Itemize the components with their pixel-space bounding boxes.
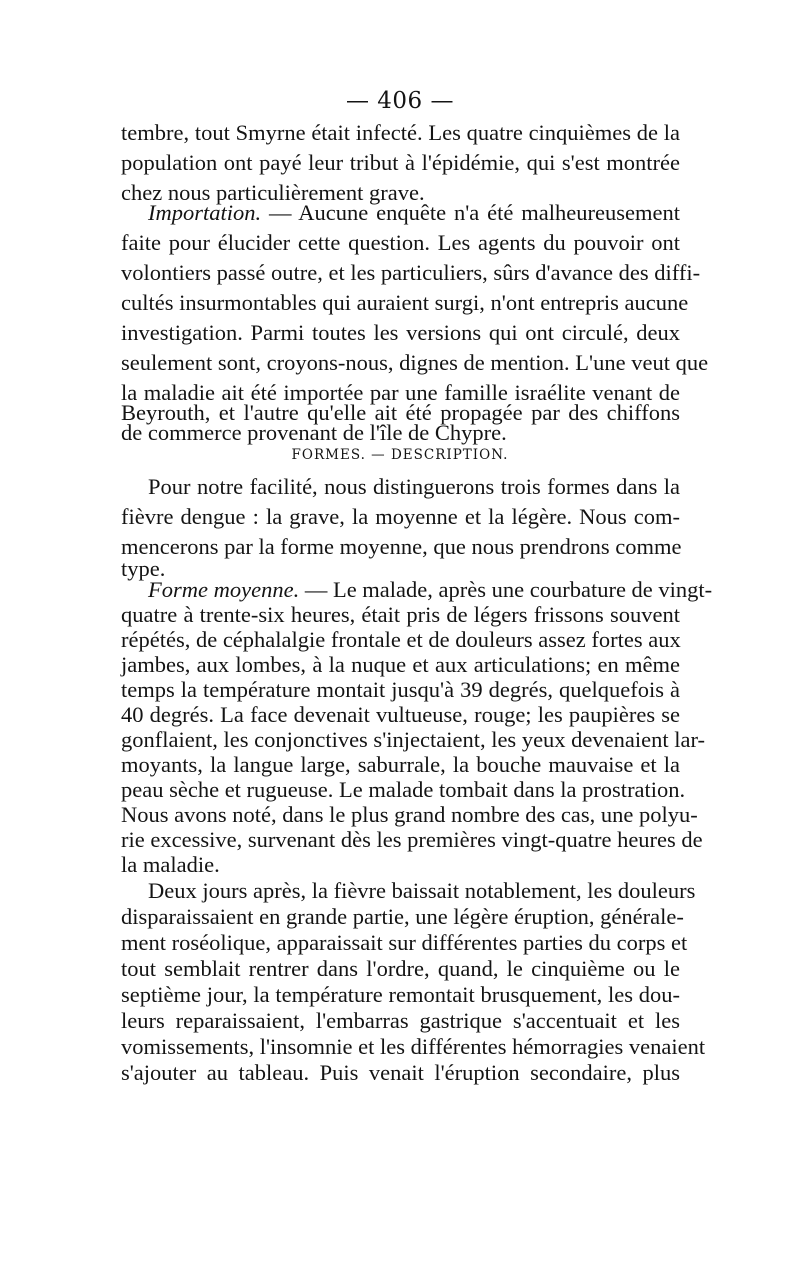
text-line: chez nous particulièrement grave. [121, 180, 425, 205]
text-line: investigation. Parmi toutes les versions qui ont circulé, deux [121, 320, 680, 345]
text-line: tout semblait rentrer dans l'ordre, quand, le cinquième ou le [121, 956, 680, 981]
text-line: Forme moyenne. — Le malade, après une courbature de vingt- [148, 577, 713, 602]
text-line: disparaissaient en grande partie, une légère éruption, générale- [121, 904, 684, 929]
page-number: — 406 — [345, 88, 455, 114]
text-line: tembre, tout Smyrne était infecté. Les quatre cinquièmes de la [121, 120, 680, 145]
section-heading: FORMES. — DESCRIPTION. [291, 447, 509, 463]
text-line: volontiers passé outre, et les particuliers, sûrs d'avance des diffi- [121, 260, 701, 285]
paragraph-lead: Forme moyenne. [148, 577, 300, 602]
text-line: Pour notre facilité, nous distinguerons trois formes dans la [148, 474, 680, 499]
text-line: la maladie. [121, 852, 220, 877]
text-line: leurs reparaissaient, l'embarras gastrique s'accentuait et les [121, 1008, 680, 1033]
text-line: mencerons par la forme moyenne, que nous prendrons comme [121, 534, 682, 559]
text-line: 40 degrés. La face devenait vultueuse, rouge; les paupières se [121, 702, 680, 727]
text-line: répétés, de céphalalgie frontale et de douleurs assez fortes aux [121, 627, 681, 652]
paragraph-lead: Importation. [148, 200, 262, 225]
text-line: Deux jours après, la fièvre baissait notablement, les douleurs [148, 878, 696, 903]
text-line: ment roséolique, apparaissait sur différentes parties du corps et [121, 930, 688, 955]
text-line: cultés insurmontables qui auraient surgi, n'ont entrepris aucune [121, 290, 689, 315]
text-line: jambes, aux lombes, à la nuque et aux articulations; en même [121, 652, 680, 677]
text-line: s'ajouter au tableau. Puis venait l'éruption secondaire, plus [121, 1060, 680, 1085]
text-line: gonflaient, les conjonctives s'injectaient, les yeux devenaient lar- [121, 727, 706, 752]
text-line: Importation. — Aucune enquête n'a été malheureusement [148, 200, 680, 225]
text-line: vomissements, l'insomnie et les différentes hémorragies venaient [121, 1034, 706, 1059]
text-line: Nous avons noté, dans le plus grand nombre des cas, une polyu- [121, 802, 698, 827]
text-line: fièvre dengue : la grave, la moyenne et la légère. Nous com- [121, 504, 680, 529]
text-line: rie excessive, survenant dès les premières vingt-quatre heures de [121, 827, 703, 852]
text-line: faite pour élucider cette question. Les agents du pouvoir ont [121, 230, 680, 255]
text-line: de commerce provenant de l'île de Chypre. [121, 420, 507, 445]
text-line: Beyrouth, et l'autre qu'elle ait été propagée par des chiffons [121, 400, 680, 425]
text-line: peau sèche et rugueuse. Le malade tombait dans la prostration. [121, 777, 686, 802]
text-line: type. [121, 556, 166, 581]
text-line: population ont payé leur tribut à l'épidémie, qui s'est montrée [121, 150, 680, 175]
text-line: seulement sont, croyons-nous, dignes de mention. L'une veut que [121, 350, 709, 375]
text-line: la maladie ait été importée par une famille israélite venant de [121, 380, 680, 405]
text-line: moyants, la langue large, saburrale, la bouche mauvaise et la [121, 752, 680, 777]
text-line: quatre à trente-six heures, était pris de légers frissons souvent [121, 602, 680, 627]
text-line: septième jour, la température remontait brusquement, les dou- [121, 982, 680, 1007]
text-line: temps la température montait jusqu'à 39 degrés, quelquefois à [121, 677, 680, 702]
